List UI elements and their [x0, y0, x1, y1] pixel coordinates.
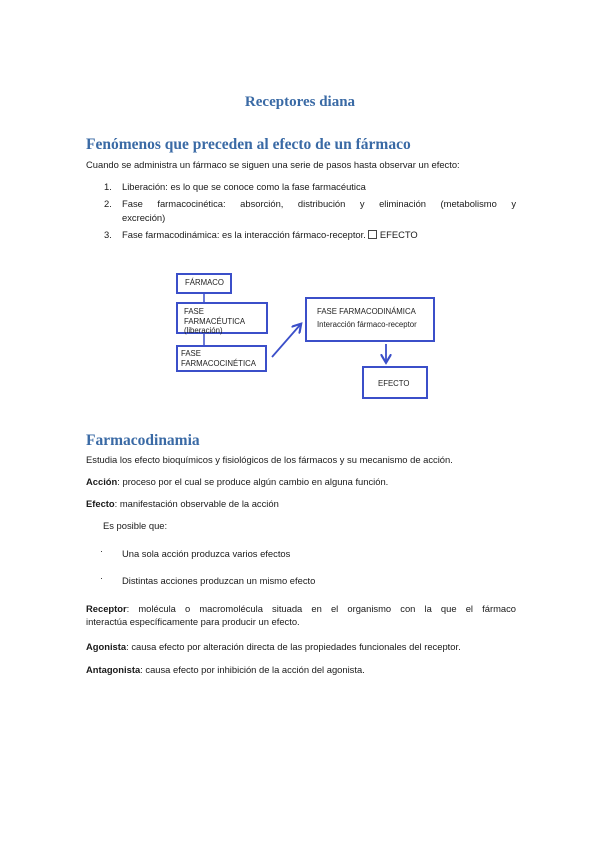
accion-paragraph: Acción: proceso por el cual se produce algún cambio en alguna función.	[86, 476, 389, 487]
agonista-paragraph: Agonista: causa efecto por alteración directa de las propiedades funcionales del receptor.	[86, 641, 461, 652]
arrow-cinetica-to-dinamica	[272, 325, 300, 357]
fase-farmaceutica-box: FASE FARMACÉUTICA (liberación)	[176, 302, 268, 334]
farmaco-box: FÁRMACO	[176, 273, 232, 294]
efecto-paragraph: Efecto: manifestación observable de la acción	[86, 498, 279, 509]
receptor-paragraph: Receptor: molécula o macromolécula situada en el organismo con la que el fármaco interactúa específicamente para producir un efecto.	[86, 603, 516, 627]
page-title: Receptores diana	[244, 94, 356, 110]
efecto-box: EFECTO	[362, 366, 428, 399]
farmacodinamia-definition: Estudia los efecto bioquímicos y fisiológicos de los fármacos y su mecanismo de acción.	[86, 454, 453, 465]
list-item: 3. Fase farmacodinámica: es la interacción fármaco-receptor. EFECTO	[104, 228, 418, 240]
bullet-icon: ·	[100, 573, 103, 583]
intro-paragraph: Cuando se administra un fármaco se siguen una serie de pasos hasta observar un efecto:	[86, 159, 460, 170]
fase-farmacodinamica-box: FASE FARMACODINÁMICA Interacción fármaco-receptor	[305, 297, 435, 342]
document-page: Receptores diana Fenómenos que preceden al efecto de un fármaco Cuando se administra un fármaco se siguen una serie de pasos hasta observar un efecto: 1. Liberación: es lo que se conoce como la fase farmacéutica 2. Fase farmacocinética: absorción, distribución y eliminación (metabolismo y excreción) 3. Fase farmacodinámica: es la interacción fármaco-receptor. EFECTO FÁRMACO FASE FARMACÉUTICA (liberación) FASE FARMACOCINÉTICA FASE FARMACODINÁMICA Interacción fármaco-receptor EFECTO Farmacodinamia Estudia los efecto bioquímicos y fisiológicos de los fármacos y su mecanismo de acción. Acción: proceso por el cual se produce algún cambio en alguna función. Efecto: manifestación observable de la acción Es posible que: · Una sola acción produzca varios efectos · Distintas acciones produzcan un mismo efecto Receptor: molécula o macromolécula situada en el organismo con la que el fármaco interactúa específicamente para producir un efecto. Agonista: causa efecto por alteración directa de las propiedades funcionales del receptor. Antagonista: causa efecto por inhibición de la acción del agonista.	[0, 0, 600, 848]
list-item: 2. Fase farmacocinética: absorción, distribución y eliminación (metabolismo y excreción)	[104, 197, 516, 223]
bullet-icon: ·	[100, 546, 103, 556]
section-heading-farmacodinamia: Farmacodinamia	[86, 432, 200, 449]
list-item: 1. Liberación: es lo que se conoce como la fase farmacéutica	[104, 181, 366, 192]
antagonista-paragraph: Antagonista: causa efecto por inhibición de la acción del agonista.	[86, 664, 365, 675]
section-heading-fenomenos: Fenómenos que preceden al efecto de un fármaco	[86, 136, 411, 153]
fase-farmacocinetica-box: FASE FARMACOCINÉTICA	[176, 345, 267, 372]
posible-text: Es posible que:	[103, 520, 168, 531]
